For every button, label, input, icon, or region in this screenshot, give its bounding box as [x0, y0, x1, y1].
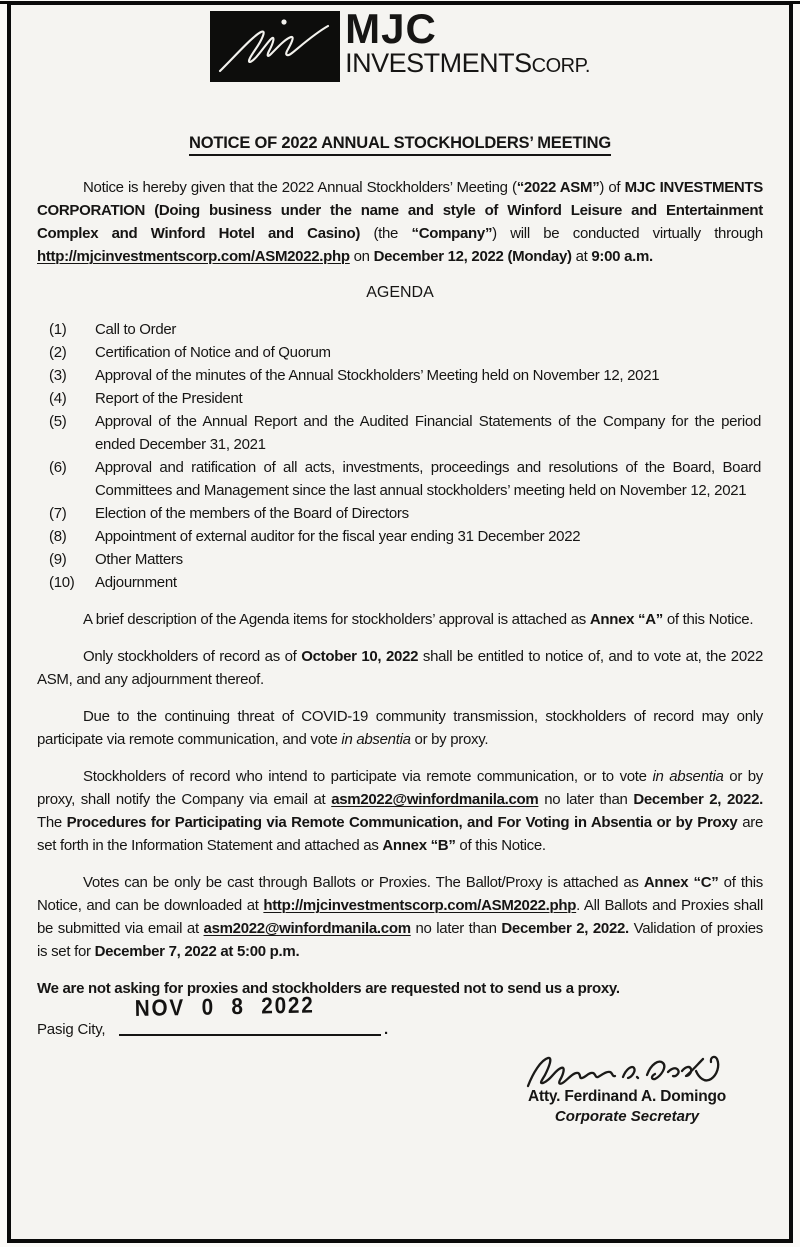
agenda-item-number: (9): [49, 551, 67, 568]
agenda-item: [49, 364, 763, 387]
ballots-paragraph: [37, 871, 763, 963]
agenda-item-text: Report of the President: [95, 390, 243, 407]
agenda-item-text: Other Matters: [95, 551, 183, 568]
agenda-item-text: Call to Order: [95, 321, 177, 338]
text-segment: ) of: [599, 179, 625, 196]
agenda-item-number: (1): [49, 321, 67, 338]
text-segment: A brief description of the Agenda items for stockholders’ approval is attached as: [83, 611, 590, 628]
text-segment: Procedures for Participating via Remote Communication, and For Voting in Absentia or by Proxy: [66, 814, 738, 831]
pasig-city-label: Pasig City,: [37, 1021, 106, 1038]
agenda-item: [49, 456, 763, 502]
place-date-line: [37, 991, 763, 1044]
text-segment: in absentia: [341, 731, 411, 748]
agenda-item-number: (4): [49, 390, 67, 407]
company-logo: [37, 5, 763, 82]
agenda-item-number: (2): [49, 344, 67, 361]
document-sheet: [7, 1, 793, 1243]
text-segment: Only stockholders of record as of: [83, 648, 302, 665]
mjc-signature-icon: [210, 69, 340, 86]
download-url-link[interactable]: http://mjcinvestmentscorp.com/ASM2022.php: [263, 897, 577, 914]
text-segment: are set forth in the Information Statement and attached as: [37, 814, 763, 854]
text-segment: The: [37, 814, 67, 831]
text-segment: at: [571, 248, 592, 265]
text-segment: December 12, 2022 (Monday): [373, 248, 572, 265]
text-segment: or by proxy.: [410, 731, 489, 748]
logo-wordmark: [345, 5, 590, 78]
agenda-item-text: Approval of the Annual Report and the Audited Financial Statements of the Company for the period ended December 31, 2021: [95, 413, 761, 453]
agenda-item: [49, 318, 763, 341]
agenda-item-text: Approval of the minutes of the Annual Stockholders’ Meeting held on November 12, 2021: [95, 367, 660, 384]
text-segment: on: [349, 248, 374, 265]
text-segment: “Company”: [411, 225, 493, 242]
signature-block: [507, 1050, 747, 1125]
text-segment: Due to the continuing threat of COVID-19 community transmission, stockholders of record may only participate via remote communication, and vote: [37, 708, 763, 748]
agenda-item-text: Approval and ratification of all acts, investments, proceedings and resolutions of the Board, Board Committees and Management since the last annual stockholders’ meeting held on November 12, 2021: [95, 459, 761, 499]
agenda-item-number: (10): [49, 574, 75, 591]
agenda-heading: AGENDA: [366, 284, 434, 301]
text-segment: “2022 ASM”: [516, 179, 600, 196]
date-stamp: NOV 0 8 2022: [134, 991, 315, 1022]
date-blank-line: [119, 1032, 381, 1036]
agenda-item: [49, 571, 763, 594]
logo-mjc-text: MJC: [345, 5, 437, 52]
agenda-item-number: (8): [49, 528, 67, 545]
text-segment: MJC INVESTMENTS CORPORATION (Doing business under the name and style of Winford Leisure and Entertainment Complex and Winford Hotel and Casino): [37, 179, 763, 242]
text-segment: shall be entitled to notice of, and to vote at, the 2022 ASM, and any adjournment thereof.: [37, 648, 763, 688]
agenda-item-number: (5): [49, 413, 67, 430]
annex-a-paragraph: [37, 608, 763, 631]
no-proxy-statement: We are not asking for proxies and stockholders are requested not to send us a proxy.: [37, 980, 620, 997]
notice-title: NOTICE OF 2022 ANNUAL STOCKHOLDERS’ MEETING: [189, 134, 611, 156]
text-segment: Annex “C”: [643, 874, 719, 891]
record-date-paragraph: [37, 645, 763, 691]
text-segment: of this Notice, and can be downloaded at: [37, 874, 763, 914]
agenda-item-text: Appointment of external auditor for the fiscal year ending 31 December 2022: [95, 528, 581, 545]
agenda-item: [49, 525, 763, 548]
text-segment: December 2, 2022.: [501, 920, 629, 937]
text-segment: 9:00 a.m.: [591, 248, 653, 265]
text-segment: Validation of proxies is set for: [37, 920, 763, 960]
asm2022-url-link[interactable]: http://mjcinvestmentscorp.com/ASM2022.php: [37, 248, 350, 265]
text-segment: of this Notice.: [455, 837, 546, 854]
covid-paragraph: [37, 705, 763, 751]
text-segment: Stockholders of record who intend to participate via remote communication, or to vote: [83, 768, 653, 785]
notify-email-link[interactable]: asm2022@winfordmanila.com: [331, 791, 539, 808]
text-segment: December 7, 2022 at 5:00 p.m.: [94, 943, 300, 960]
text-segment: no later than: [410, 920, 502, 937]
agenda-item-text: Certification of Notice and of Quorum: [95, 344, 331, 361]
agenda-item: [49, 341, 763, 364]
intro-paragraph: [37, 176, 763, 268]
remote-participation-paragraph: [37, 765, 763, 857]
logo-black-box: [210, 11, 340, 82]
agenda-item-number: (7): [49, 505, 67, 522]
agenda-item: [49, 548, 763, 571]
agenda-list: [37, 318, 763, 594]
logo-corp-text: CORP.: [531, 54, 590, 77]
line-period: .: [384, 1021, 388, 1038]
text-segment: or by proxy, shall notify the Company via email at: [37, 768, 763, 808]
agenda-item: [49, 387, 763, 410]
text-segment: no later than: [538, 791, 634, 808]
signatory-title: Corporate Secretary: [554, 1108, 700, 1125]
text-segment: in absentia: [652, 768, 724, 785]
text-segment: of this Notice.: [662, 611, 754, 628]
agenda-item: [49, 502, 763, 525]
signatory-name: Atty. Ferdinand A. Domingo: [527, 1088, 726, 1105]
text-segment: December 2, 2022.: [633, 791, 764, 808]
submit-email-link[interactable]: asm2022@winfordmanila.com: [203, 920, 411, 937]
text-segment: . All Ballots and Proxies shall be submitted via email at: [37, 897, 763, 937]
text-segment: Annex “B”: [382, 837, 456, 854]
agenda-item-text: Adjournment: [95, 574, 177, 591]
logo-investments-text: INVESTMENTSCORP.: [345, 47, 590, 78]
text-segment: (the: [360, 225, 412, 242]
text-segment: Notice is hereby given that the 2022 Annual Stockholders’ Meeting (: [83, 179, 517, 196]
agenda-item: [49, 410, 763, 456]
text-segment: ) will be conducted virtually through: [492, 225, 763, 242]
agenda-item-text: Election of the members of the Board of Directors: [95, 505, 409, 522]
text-segment: Votes can be only be cast through Ballots or Proxies. The Ballot/Proxy is attached as: [83, 874, 644, 891]
text-segment: October 10, 2022: [301, 648, 419, 665]
agenda-item-number: (3): [49, 367, 67, 384]
agenda-item-number: (6): [49, 459, 67, 476]
text-segment: Annex “A”: [589, 611, 663, 628]
